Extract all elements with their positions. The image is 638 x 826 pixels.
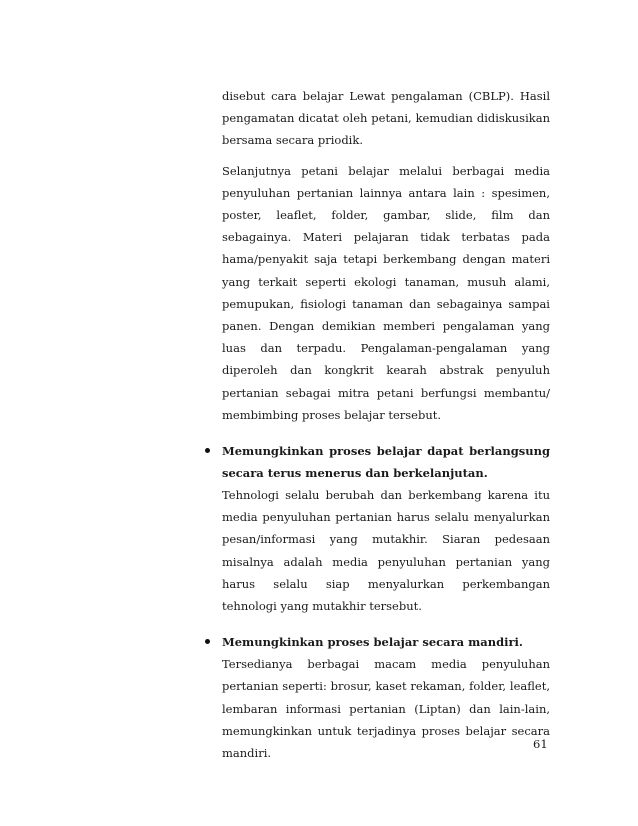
bullet-body: Tersedianya berbagai macam media penyuluhan pertanian seperti: brosur, kaset rekaman, folder, leaflet, lembaran informasi pertanian (Liptan) dan lain-lain, memungkinkan untuk terjadinya proses belajar secara mandiri.: [222, 657, 550, 761]
paragraph-media-learning: Selanjutnya petani belajar melalui berbagai media penyuluhan pertanian lainnya antara lain : spesimen, poster, leaflet, folder, gambar, slide, film dan sebagainya. Materi pelajaran tidak terbatas pada hama/penyakit saja tetapi berkembang dengan materi yang terkait seperti ekologi tanaman, musuh alami, pemupukan, fisiologi tanaman dan sebagainya sampai panen. Dengan demikian memberi pengalaman yang luas dan terpadu. Pengalaman-pengalaman yang diperoleh dan kongkrit kearah abstrak penyuluh pertanian sebagai mitra petani berfungsi membantu/ membimbing proses belajar tersebut.: [222, 163, 550, 422]
bullet-dot-icon: [205, 448, 210, 453]
bullet-heading: Memungkinkan proses belajar secara mandiri.: [222, 635, 523, 650]
page-number: 61: [533, 737, 548, 751]
bullet-dot-icon: [205, 639, 210, 644]
bullet-item-independent-learning: [222, 631, 550, 764]
paragraph-cblp: disebut cara belajar Lewat pengalaman (CBLP). Hasil pengamatan dicatat oleh petani, kemudian didiskusikan bersama secara priodik.: [222, 89, 550, 148]
page-content: [222, 85, 550, 764]
bullet-body: Tehnologi selalu berubah dan berkembang karena itu media penyuluhan pertanian harus selalu menyalurkan pesan/informasi yang mutakhir. Siaran pedesaan misalnya adalah media penyuluhan pertanian yang harus selalu siap menyalurkan perkembangan tehnologi yang mutakhir tersebut.: [222, 488, 550, 614]
bullet-item-continuous-learning: [222, 440, 550, 617]
bullet-heading: Memungkinkan proses belajar dapat berlangsung secara terus menerus dan berkelanjutan.: [222, 444, 550, 481]
